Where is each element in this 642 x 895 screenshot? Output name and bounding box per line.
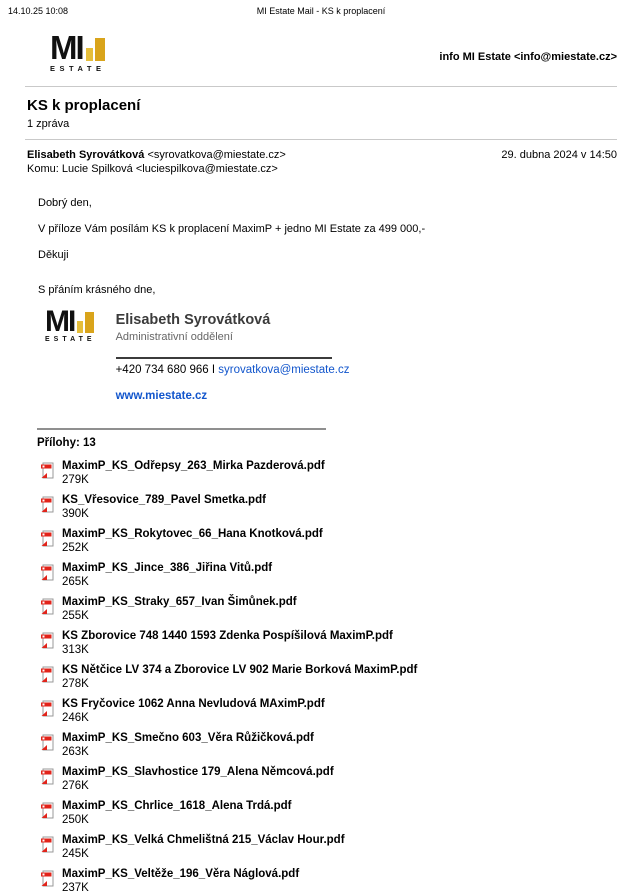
attachment-text: [62, 562, 272, 589]
attachment-filesize: 237K: [62, 882, 299, 895]
attachments-section: [0, 428, 642, 895]
body-main-text: V příloze Vám posílám KS k proplacení MaximP + jedno MI Estate za 499 000,-: [38, 223, 617, 235]
attachment-filename[interactable]: MaximP_KS_Odřepsy_263_Mirka Pazderová.pdf: [62, 460, 325, 474]
attachment-filesize: 279K: [62, 474, 325, 488]
attachment-text: [62, 460, 325, 487]
header-divider: [25, 86, 617, 87]
attachment-filename[interactable]: KS Fryčovice 1062 Anna Nevludová MAximP.pdf: [62, 698, 325, 712]
attachment-filesize: 245K: [62, 848, 345, 862]
pdf-file-icon: [40, 564, 54, 581]
attachment-filesize: 278K: [62, 678, 417, 692]
print-meta-bar: [0, 0, 642, 18]
attachment-item[interactable]: [40, 460, 642, 487]
signature-logo-gold-bar-large: [85, 312, 94, 333]
pdf-file-icon: [40, 666, 54, 683]
pdf-file-icon: [40, 768, 54, 785]
signature-name: Elisabeth Syrovátková: [116, 312, 350, 328]
attachment-filename[interactable]: KS_Vřesovice_789_Pavel Smetka.pdf: [62, 494, 266, 508]
attachment-item[interactable]: [40, 766, 642, 793]
attachment-item[interactable]: [40, 528, 642, 555]
attachment-filesize: 250K: [62, 814, 291, 828]
signature-logo-word: MI: [45, 310, 75, 333]
attachment-filename[interactable]: KS Zborovice 748 1440 1593 Zdenka Pospíšilová MaximP.pdf: [62, 630, 393, 644]
signature-email-link[interactable]: syrovatkova@miestate.cz: [218, 364, 349, 376]
pdf-file-icon: [40, 496, 54, 513]
subject-divider: [25, 139, 617, 140]
email-subject: KS k proplacení: [27, 97, 615, 114]
pdf-file-icon: [40, 700, 54, 717]
attachment-item[interactable]: [40, 732, 642, 759]
pdf-file-icon: [40, 462, 54, 479]
signature-logo-mark: [45, 310, 96, 333]
attachment-item[interactable]: [40, 698, 642, 725]
from-email: <syrovatkova@miestate.cz>: [147, 149, 285, 161]
pdf-file-icon: [40, 530, 54, 547]
message-body: [38, 197, 617, 296]
attachment-filename[interactable]: MaximP_KS_Chrlice_1618_Alena Trdá.pdf: [62, 800, 291, 814]
message-date: 29. dubna 2024 v 14:50: [501, 148, 617, 176]
attachment-item[interactable]: [40, 596, 642, 623]
attachment-item[interactable]: [40, 800, 642, 827]
to-line: Komu: Lucie Spilková <luciespilkova@miestate.cz>: [27, 162, 286, 176]
attachment-filename[interactable]: MaximP_KS_Veltěže_196_Věra Náglová.pdf: [62, 868, 299, 882]
account-address: info MI Estate <info@miestate.cz>: [439, 45, 617, 63]
logo-gold-bar-large: [95, 38, 105, 61]
attachment-text: [62, 800, 291, 827]
attachment-text: [62, 732, 314, 759]
attachment-item[interactable]: [40, 562, 642, 589]
signature-phone: +420 734 680 966: [116, 364, 209, 376]
sender-recipient-block: [27, 148, 286, 176]
attachment-filename[interactable]: MaximP_KS_Velká Chmelištná 215_Václav Hour.pdf: [62, 834, 345, 848]
signature-rule: [116, 357, 332, 359]
attachment-text: [62, 766, 334, 793]
signature-separator: I: [212, 364, 215, 376]
mi-estate-logo: [50, 35, 105, 73]
pdf-file-icon: [40, 870, 54, 887]
attachment-text: [62, 596, 297, 623]
attachment-filename[interactable]: KS Nětčice LV 374 a Zborovice LV 902 Marie Borková MaximP.pdf: [62, 664, 417, 678]
print-datetime: 14.10.25 10:08: [8, 6, 68, 16]
signature-logo-gold-bar-small: [77, 321, 83, 333]
signature-logo-estate-label: ESTATE: [45, 336, 96, 343]
signature-mi-estate-logo: [45, 310, 96, 404]
attachment-filesize: 246K: [62, 712, 325, 726]
attachments-header: Přílohy: 13: [37, 437, 642, 449]
attachments-list: [40, 460, 642, 895]
message-count: 1 zpráva: [27, 118, 615, 130]
attachment-text: [62, 630, 393, 657]
attachment-filesize: 252K: [62, 542, 323, 556]
attachment-filesize: 263K: [62, 746, 314, 760]
print-doc-title: MI Estate Mail - KS k proplacení: [0, 6, 642, 16]
pdf-file-icon: [40, 632, 54, 649]
pdf-file-icon: [40, 734, 54, 751]
pdf-file-icon: [40, 598, 54, 615]
attachments-divider: [37, 428, 326, 430]
logo-estate-label: ESTATE: [50, 64, 105, 73]
attachment-text: [62, 528, 323, 555]
signature-details: [116, 310, 350, 404]
signature-website-link[interactable]: www.miestate.cz: [116, 390, 208, 402]
message-header: [27, 148, 617, 176]
attachment-item[interactable]: [40, 630, 642, 657]
attachment-item[interactable]: [40, 664, 642, 691]
body-closing: S přáním krásného dne,: [38, 284, 617, 296]
attachment-filename[interactable]: MaximP_KS_Slavhostice 179_Alena Němcová.pdf: [62, 766, 334, 780]
attachment-filesize: 276K: [62, 780, 334, 794]
from-line: [27, 148, 286, 162]
attachment-filesize: 313K: [62, 644, 393, 658]
signature-contact-line: [116, 364, 350, 376]
body-greeting: Dobrý den,: [38, 197, 617, 209]
pdf-file-icon: [40, 836, 54, 853]
email-header: [50, 28, 617, 80]
attachment-item[interactable]: [40, 834, 642, 861]
mi-estate-logo-mark: [50, 35, 105, 61]
attachment-text: [62, 834, 345, 861]
attachment-filename[interactable]: MaximP_KS_Jince_386_Jiřina Vitů.pdf: [62, 562, 272, 576]
attachment-filesize: 265K: [62, 576, 272, 590]
logo-gold-bar-small: [86, 48, 93, 61]
attachment-filename[interactable]: MaximP_KS_Smečno 603_Věra Růžičková.pdf: [62, 732, 314, 746]
pdf-file-icon: [40, 802, 54, 819]
attachment-filesize: 390K: [62, 508, 266, 522]
logo-word: MI: [50, 35, 84, 61]
attachment-text: [62, 868, 299, 895]
attachment-filename[interactable]: MaximP_KS_Straky_657_Ivan Šimůnek.pdf: [62, 596, 297, 610]
from-name: Elisabeth Syrovátková: [27, 149, 144, 161]
attachment-item[interactable]: [40, 868, 642, 895]
email-signature: [45, 310, 617, 404]
attachment-filename[interactable]: MaximP_KS_Rokytovec_66_Hana Knotková.pdf: [62, 528, 323, 542]
signature-role: Administrativní oddělení: [116, 331, 350, 343]
attachment-item[interactable]: [40, 494, 642, 521]
attachment-text: [62, 494, 266, 521]
subject-block: [27, 97, 615, 130]
attachment-text: [62, 698, 325, 725]
attachment-filesize: 255K: [62, 610, 297, 624]
body-thanks: Děkuji: [38, 249, 617, 261]
attachment-text: [62, 664, 417, 691]
